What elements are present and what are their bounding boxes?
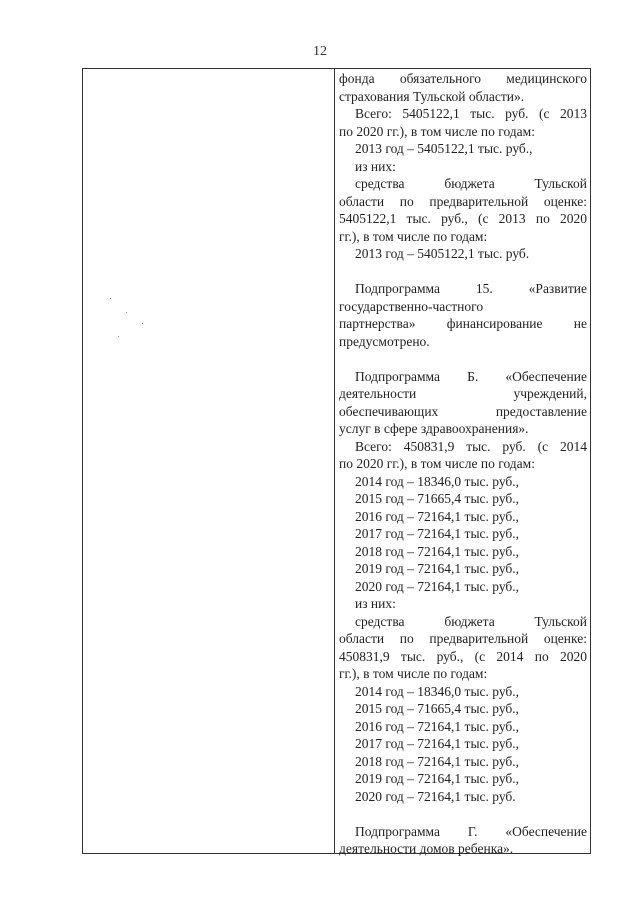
text-line: по 2020 гг.), в том числе по годам: bbox=[339, 456, 535, 471]
text-line: гг.), в том числе по годам: bbox=[339, 666, 488, 681]
text-line: из них: bbox=[355, 596, 396, 611]
text-line: деятельности домов ребенка». bbox=[339, 841, 514, 856]
text-line: фонда обязательного медицинского bbox=[339, 71, 587, 86]
text-line: области по предварительной оценке: bbox=[339, 193, 587, 209]
text-line: предусмотрено. bbox=[339, 333, 430, 349]
text-line: из них: bbox=[355, 158, 396, 174]
text-line: 2015 год – 71665,4 тыс. руб., bbox=[355, 491, 520, 506]
text-line: гг.), в том числе по годам: bbox=[339, 228, 488, 244]
text-line: 5405122,1 тыс. руб., (с 2013 по 2020 bbox=[339, 211, 587, 226]
text-line: страхования Тульской области». bbox=[339, 88, 525, 104]
text-line: Всего: 450831,9 тыс. руб. (с 2014 bbox=[355, 438, 587, 454]
text-line: 2017 год – 72164,1 тыс. руб., bbox=[355, 736, 520, 751]
column-divider bbox=[334, 68, 335, 854]
text-line: 2016 год – 72164,1 тыс. руб., bbox=[355, 508, 520, 524]
text-line: 2014 год – 18346,0 тыс. руб., bbox=[355, 683, 520, 699]
text-line: 2020 год – 72164,1 тыс. руб., bbox=[355, 578, 520, 594]
text-line: средства бюджета Тульской bbox=[355, 176, 587, 191]
text-line: 2017 год – 72164,1 тыс. руб., bbox=[355, 526, 520, 541]
text-line: 2014 год – 18346,0 тыс. руб., bbox=[355, 473, 520, 489]
text-line: 2019 год – 72164,1 тыс. руб., bbox=[355, 771, 520, 786]
text-line: обеспечивающих предоставление bbox=[339, 403, 587, 419]
text-line: услуг в сфере здравоохранения». bbox=[339, 421, 529, 436]
page-number: 12 bbox=[313, 44, 327, 59]
text-line: 2016 год – 72164,1 тыс. руб., bbox=[355, 718, 520, 734]
text-line: 2020 год – 72164,1 тыс. руб. bbox=[355, 788, 516, 804]
text-line: 2018 год – 72164,1 тыс. руб., bbox=[355, 543, 520, 559]
text-line: средства бюджета Тульской bbox=[355, 613, 587, 629]
text-line: деятельности учреждений, bbox=[339, 386, 587, 401]
text-line: 2018 год – 72164,1 тыс. руб., bbox=[355, 753, 520, 769]
text-line: партнерства» финансирование не bbox=[339, 316, 587, 331]
text-line: Подпрограмма 15. «Развитие bbox=[355, 281, 587, 296]
text-line: Подпрограмма Б. «Обеспечение bbox=[355, 368, 587, 384]
text-line: Всего: 5405122,1 тыс. руб. (с 2013 bbox=[355, 106, 587, 121]
text-line: 2013 год – 5405122,1 тыс. руб., bbox=[355, 141, 533, 156]
text-line: 2013 год – 5405122,1 тыс. руб. bbox=[355, 246, 530, 261]
text-line: 2019 год – 72164,1 тыс. руб., bbox=[355, 561, 520, 576]
text-line: 2015 год – 71665,4 тыс. руб., bbox=[355, 701, 520, 716]
financing-text-column bbox=[339, 70, 587, 858]
text-line: по 2020 гг.), в том числе по годам: bbox=[339, 123, 535, 139]
text-line: Подпрограмма Г. «Обеспечение bbox=[355, 823, 587, 839]
text-line: 450831,9 тыс. руб., (с 2014 по 2020 bbox=[339, 648, 587, 664]
text-line: государственно-частного bbox=[339, 298, 484, 314]
left-cell-empty bbox=[82, 68, 332, 854]
text-line: области по предварительной оценке: bbox=[339, 631, 587, 646]
